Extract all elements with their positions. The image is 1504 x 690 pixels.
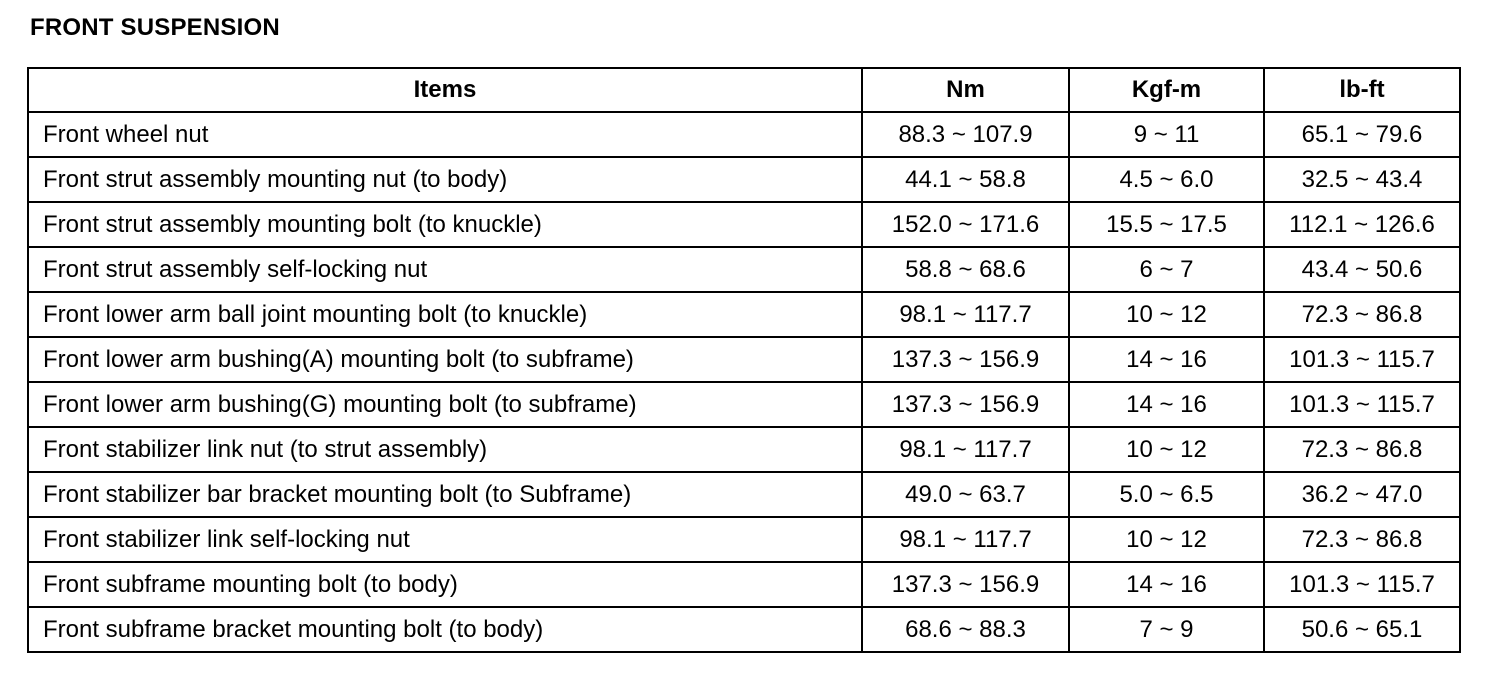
kgf-m-cell: 4.5 ~ 6.0 <box>1069 157 1264 202</box>
item-cell: Front lower arm bushing(A) mounting bolt (to subframe) <box>28 337 862 382</box>
lb-ft-cell: 112.1 ~ 126.6 <box>1264 202 1460 247</box>
nm-cell: 137.3 ~ 156.9 <box>862 562 1069 607</box>
nm-cell: 44.1 ~ 58.8 <box>862 157 1069 202</box>
section-title: FRONT SUSPENSION <box>30 14 280 41</box>
item-cell: Front strut assembly self-locking nut <box>28 247 862 292</box>
kgf-m-cell: 9 ~ 11 <box>1069 112 1264 157</box>
nm-cell: 137.3 ~ 156.9 <box>862 337 1069 382</box>
nm-cell: 68.6 ~ 88.3 <box>862 607 1069 652</box>
kgf-m-cell: 10 ~ 12 <box>1069 517 1264 562</box>
lb-ft-cell: 72.3 ~ 86.8 <box>1264 427 1460 472</box>
table-row <box>28 427 1460 472</box>
item-cell: Front wheel nut <box>28 112 862 157</box>
lb-ft-cell: 65.1 ~ 79.6 <box>1264 112 1460 157</box>
item-cell: Front strut assembly mounting bolt (to knuckle) <box>28 202 862 247</box>
kgf-m-cell: 10 ~ 12 <box>1069 427 1264 472</box>
kgf-m-cell: 15.5 ~ 17.5 <box>1069 202 1264 247</box>
table-row <box>28 157 1460 202</box>
table-row <box>28 517 1460 562</box>
item-cell: Front stabilizer link nut (to strut assembly) <box>28 427 862 472</box>
lb-ft-cell: 72.3 ~ 86.8 <box>1264 292 1460 337</box>
table-row <box>28 112 1460 157</box>
nm-cell: 49.0 ~ 63.7 <box>862 472 1069 517</box>
nm-cell: 137.3 ~ 156.9 <box>862 382 1069 427</box>
kgf-m-cell: 14 ~ 16 <box>1069 562 1264 607</box>
torque-spec-table <box>27 67 1461 653</box>
kgf-m-cell: 6 ~ 7 <box>1069 247 1264 292</box>
lb-ft-cell: 32.5 ~ 43.4 <box>1264 157 1460 202</box>
item-cell: Front lower arm ball joint mounting bolt (to knuckle) <box>28 292 862 337</box>
lb-ft-cell: 101.3 ~ 115.7 <box>1264 382 1460 427</box>
header-row <box>28 68 1460 112</box>
item-cell: Front stabilizer link self-locking nut <box>28 517 862 562</box>
kgf-m-cell: 14 ~ 16 <box>1069 382 1264 427</box>
kgf-m-cell: 14 ~ 16 <box>1069 337 1264 382</box>
nm-cell: 98.1 ~ 117.7 <box>862 292 1069 337</box>
header-kgf-m: Kgf-m <box>1069 68 1264 112</box>
lb-ft-cell: 101.3 ~ 115.7 <box>1264 562 1460 607</box>
nm-cell: 58.8 ~ 68.6 <box>862 247 1069 292</box>
nm-cell: 152.0 ~ 171.6 <box>862 202 1069 247</box>
nm-cell: 98.1 ~ 117.7 <box>862 517 1069 562</box>
item-cell: Front stabilizer bar bracket mounting bolt (to Subframe) <box>28 472 862 517</box>
table-row <box>28 247 1460 292</box>
item-cell: Front strut assembly mounting nut (to body) <box>28 157 862 202</box>
item-cell: Front subframe mounting bolt (to body) <box>28 562 862 607</box>
table-row <box>28 382 1460 427</box>
nm-cell: 88.3 ~ 107.9 <box>862 112 1069 157</box>
table-row <box>28 562 1460 607</box>
table-row <box>28 292 1460 337</box>
nm-cell: 98.1 ~ 117.7 <box>862 427 1069 472</box>
lb-ft-cell: 43.4 ~ 50.6 <box>1264 247 1460 292</box>
header-items: Items <box>28 68 862 112</box>
item-cell: Front lower arm bushing(G) mounting bolt (to subframe) <box>28 382 862 427</box>
table-row <box>28 472 1460 517</box>
table-row <box>28 607 1460 652</box>
header-nm: Nm <box>862 68 1069 112</box>
header-lb-ft: lb-ft <box>1264 68 1460 112</box>
kgf-m-cell: 10 ~ 12 <box>1069 292 1264 337</box>
lb-ft-cell: 50.6 ~ 65.1 <box>1264 607 1460 652</box>
item-cell: Front subframe bracket mounting bolt (to body) <box>28 607 862 652</box>
lb-ft-cell: 72.3 ~ 86.8 <box>1264 517 1460 562</box>
lb-ft-cell: 36.2 ~ 47.0 <box>1264 472 1460 517</box>
kgf-m-cell: 5.0 ~ 6.5 <box>1069 472 1264 517</box>
kgf-m-cell: 7 ~ 9 <box>1069 607 1264 652</box>
lb-ft-cell: 101.3 ~ 115.7 <box>1264 337 1460 382</box>
table-row <box>28 337 1460 382</box>
table-row <box>28 202 1460 247</box>
